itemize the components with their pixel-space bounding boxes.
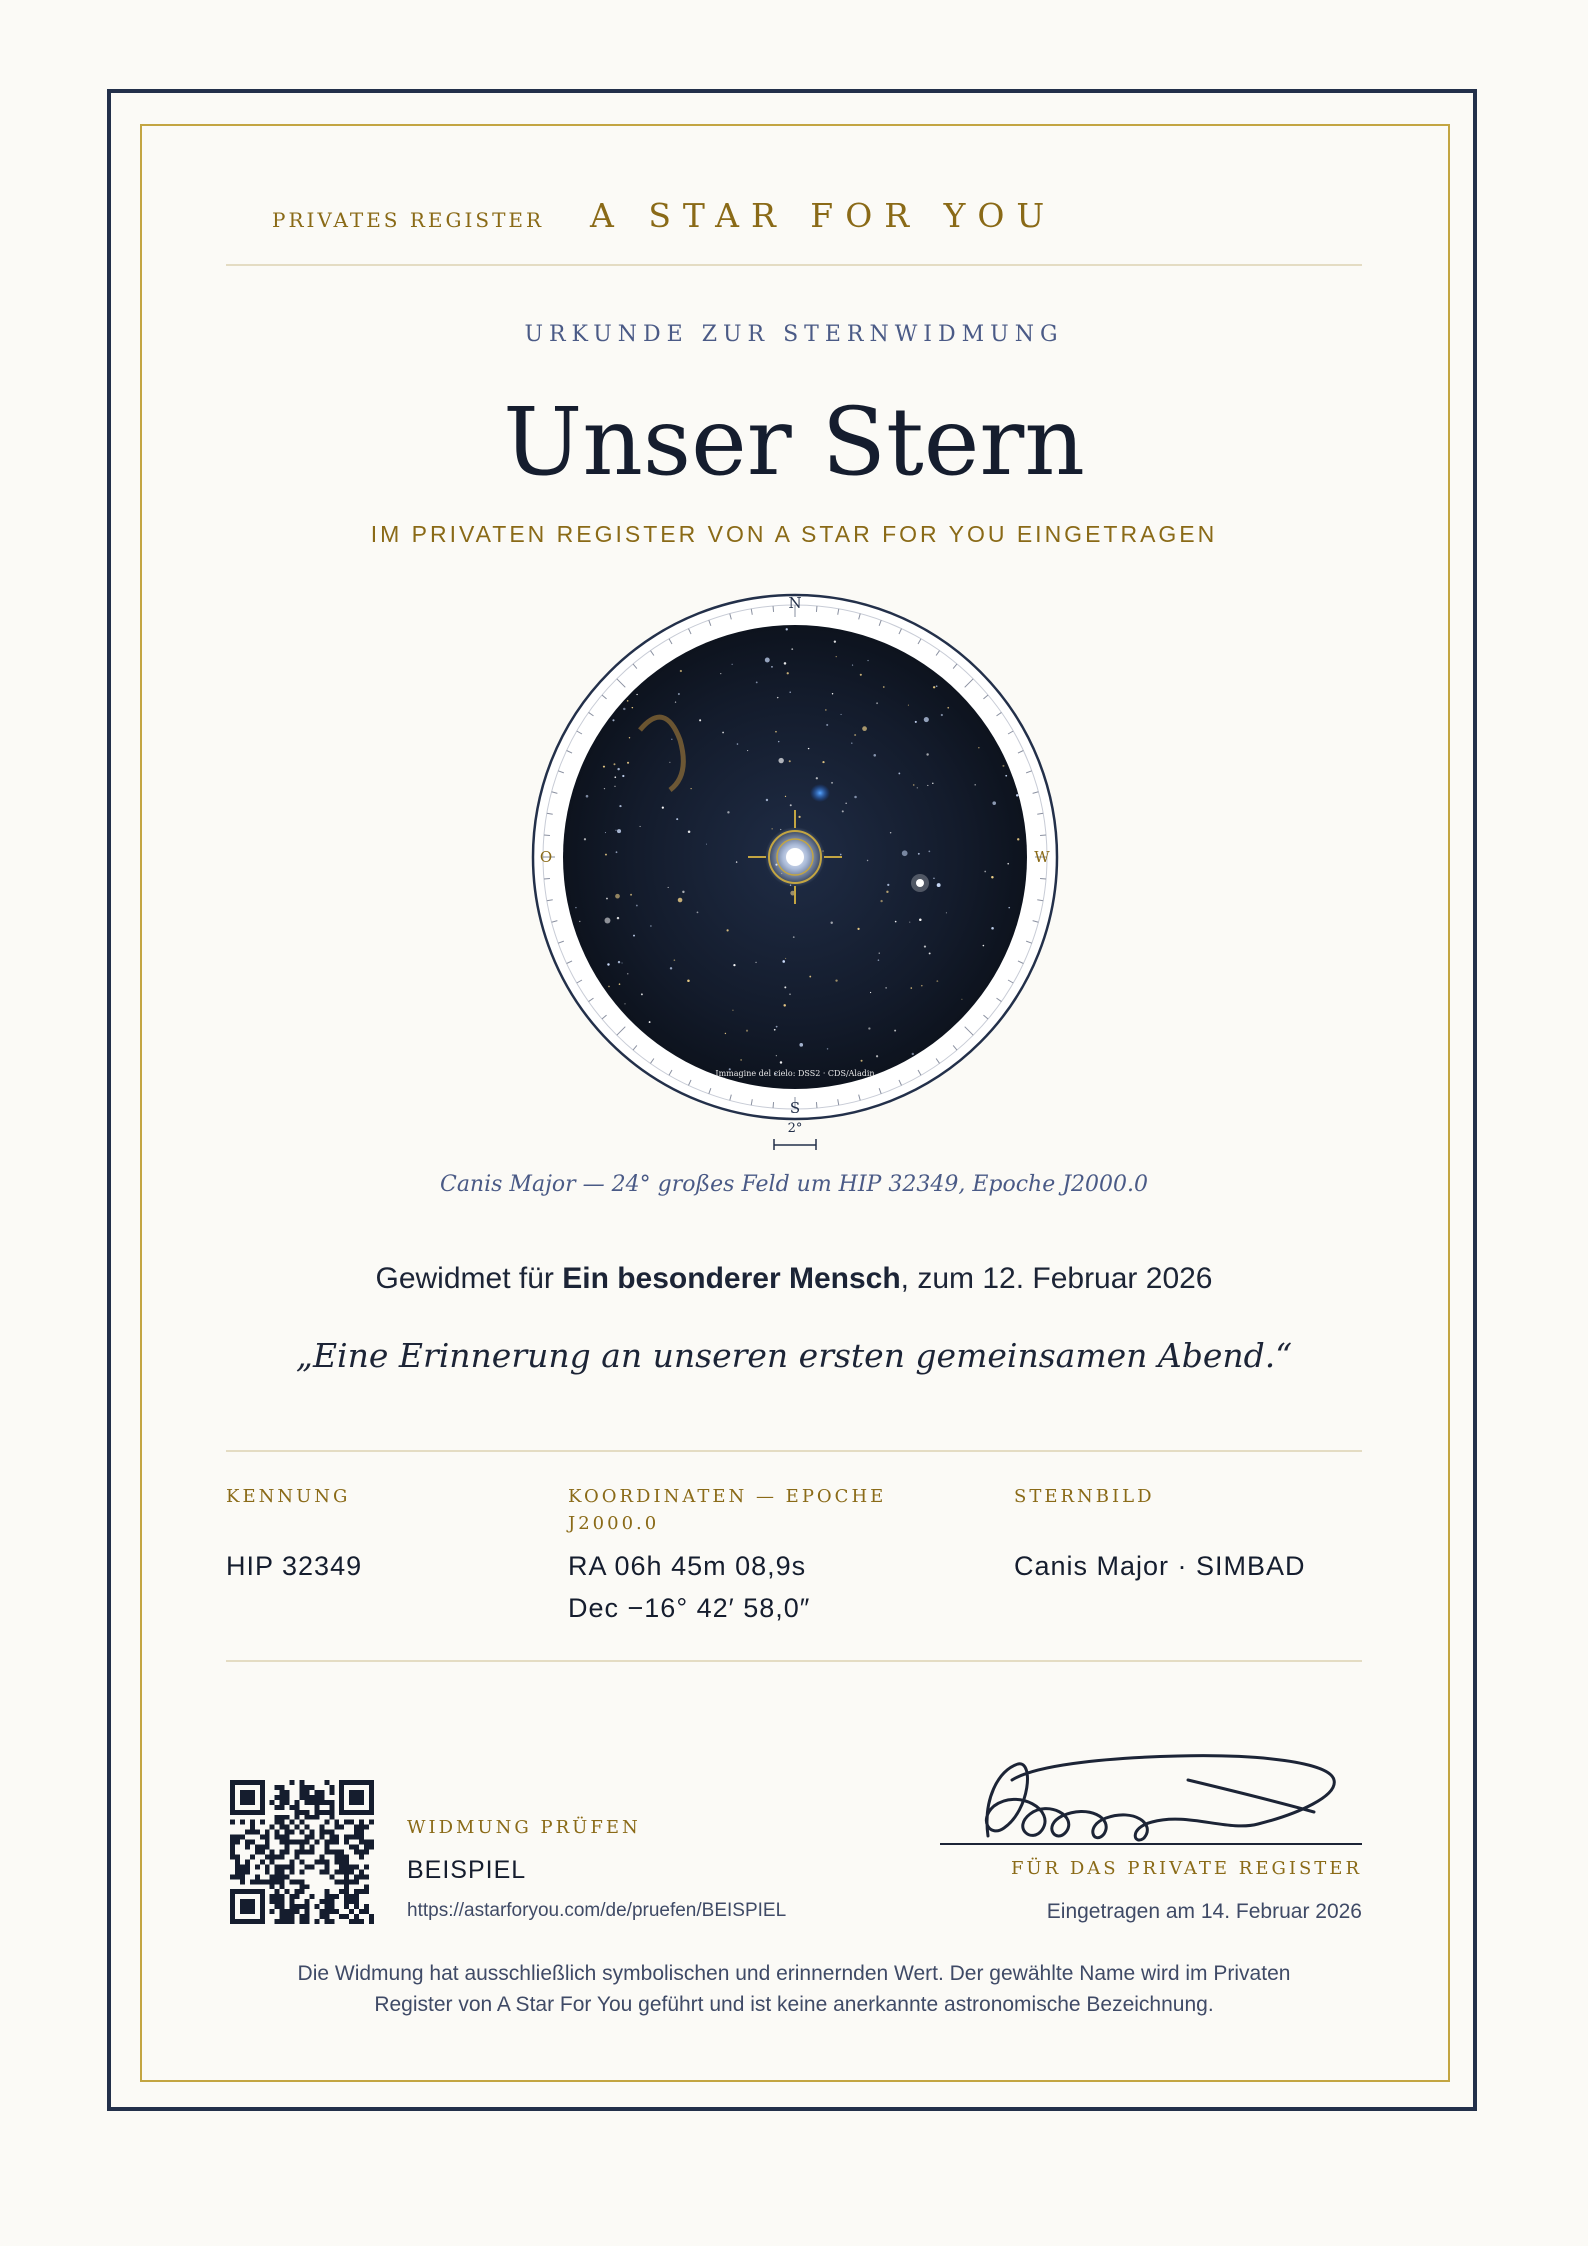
constellation-label: STERNBILD	[1014, 1486, 1155, 1507]
disclaimer-line2: Register von A Star For You geführt und ist keine anerkannte astronomische Bezeichnung.	[374, 1993, 1214, 2016]
coords-label	[568, 1486, 886, 1534]
sky-chart	[530, 590, 1060, 1150]
verify-url[interactable]: https://astarforyou.com/de/pruefen/BEISPIEL	[407, 1900, 787, 1921]
coords-ra: RA 06h 45m 08,9s	[568, 1551, 807, 1581]
compass-east: O	[539, 848, 553, 866]
verify-label: WIDMUNG PRÜFEN	[407, 1817, 641, 1838]
qr-code-graphic	[230, 1780, 374, 1924]
nebula-blob	[810, 784, 830, 802]
compass-west: W	[1034, 848, 1050, 866]
image-credit: Immagine del cielo: DSS2 · CDS/Aladin	[715, 1069, 875, 1078]
details-bottom-divider	[226, 1660, 1362, 1662]
star-name-title: Unser Stern	[503, 388, 1085, 497]
coords-value	[568, 1545, 810, 1629]
sky-chart-svg	[530, 590, 1060, 1150]
verify-code: BEISPIEL	[407, 1856, 527, 1884]
constellation-value: Canis Major · SIMBAD	[1014, 1551, 1306, 1581]
compass-south: S	[789, 1099, 801, 1117]
signature-line	[940, 1843, 1362, 1845]
signature	[938, 1740, 1364, 1846]
id-value: HIP 32349	[226, 1551, 363, 1581]
disclaimer	[240, 1958, 1348, 2020]
scale-bar	[774, 1139, 816, 1150]
signature-label: FÜR DAS PRIVATE REGISTER	[1010, 1858, 1362, 1879]
dedication-line	[0, 1262, 1588, 1296]
dedication-recipient: Ein besonderer Mensch	[562, 1262, 901, 1295]
chart-caption: Canis Major — 24° großes Feld um HIP 32349, Epoche J2000.0	[439, 1172, 1149, 1197]
certificate-eyebrow: URKUNDE ZUR STERNWIDMUNG	[524, 322, 1064, 347]
dedication-quote: „Eine Erinnerung an unseren ersten gemeinsamen Abend.“	[295, 1336, 1293, 1375]
signature-graphic	[938, 1740, 1364, 1846]
scale-label: 2°	[787, 1121, 803, 1136]
register-label: PRIVATES REGISTER	[272, 208, 545, 232]
registered-date: Eingetragen am 14. Februar 2026	[1046, 1900, 1362, 1923]
compass-north: N	[788, 594, 802, 612]
id-label: KENNUNG	[226, 1486, 351, 1507]
coords-label-line1: KOORDINATEN — EPOCHE	[568, 1486, 887, 1507]
dedication-prefix: Gewidmet für	[375, 1262, 563, 1295]
coords-dec: Dec −16° 42′ 58,0″	[568, 1593, 811, 1623]
registered-line: IM PRIVATEN REGISTER VON A STAR FOR YOU EINGETRAGEN	[370, 521, 1218, 547]
details-top-divider	[226, 1450, 1362, 1452]
disclaimer-line1: Die Widmung hat ausschließlich symbolischen und erinnernden Wert. Der gewählte Name wird im Privaten	[297, 1962, 1291, 1985]
brand-name: A STAR FOR YOU	[590, 196, 1057, 235]
header-divider	[226, 264, 1362, 266]
dedication-suffix: , zum 12. Februar 2026	[900, 1262, 1213, 1295]
coords-label-line2: J2000.0	[568, 1513, 660, 1534]
qr-code[interactable]	[230, 1780, 374, 1924]
